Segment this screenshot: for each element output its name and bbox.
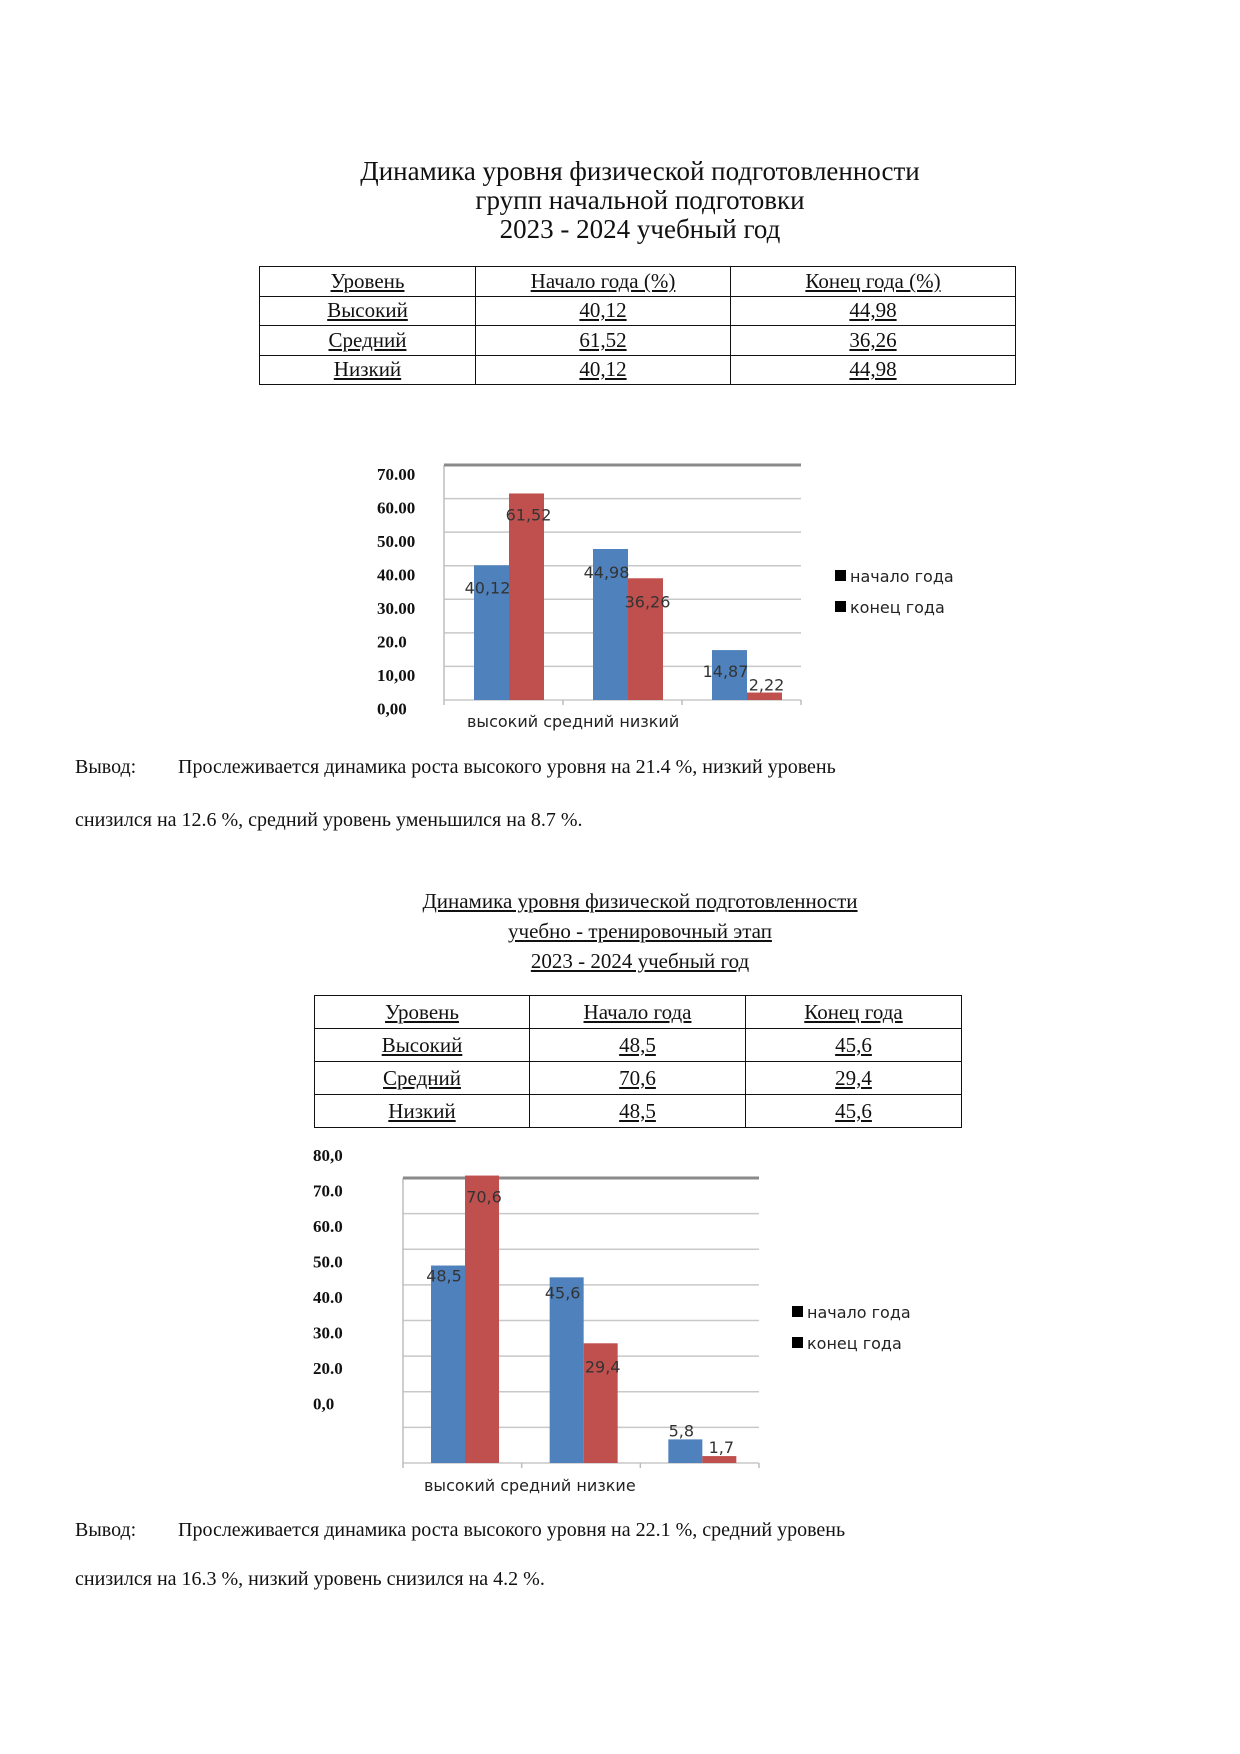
section1-conclusion-line2: снизился на 12.6 %, средний уровень уменьшился на 8.7 %.	[75, 809, 583, 831]
bar-series1-низкий	[668, 1439, 702, 1463]
x-axis-category-labels: высокий средний низкий	[467, 712, 680, 731]
y-tick-label: 20.0	[377, 632, 407, 652]
section2-title-line: учебно - тренировочный этап	[508, 919, 772, 943]
bar-series2-высокий	[465, 1176, 499, 1463]
section2-conclusion-line2: снизился на 16.3 %, низкий уровень снизился на 4.2 %.	[75, 1568, 545, 1590]
table-cell: 36,26	[731, 326, 1016, 356]
data-label: 2,22	[748, 675, 785, 695]
table-cell: Низкий	[260, 355, 476, 385]
legend-label-2: конец года	[850, 598, 945, 617]
section2-title-line: Динамика уровня физической подготовленности	[422, 889, 858, 913]
legend-label-2: конец года	[807, 1334, 902, 1353]
section1-title-line: групп начальной подготовки	[475, 185, 805, 215]
data-label: 45,6	[544, 1283, 581, 1303]
legend-swatch-2	[792, 1337, 803, 1348]
y-tick-label: 50.00	[377, 532, 416, 551]
table-row	[315, 1095, 962, 1128]
y-tick-label: 30.00	[377, 599, 416, 618]
bar-series1-высокий	[431, 1266, 465, 1463]
section1-title-line: Динамика уровня физической подготовленности	[360, 156, 920, 186]
table-header: Конец года	[746, 996, 962, 1029]
data-label: 40,12	[464, 578, 511, 598]
table-header: Конец года (%)	[731, 267, 1016, 297]
data-label: 14,87	[702, 662, 749, 682]
y-tick-label: 60.00	[377, 498, 416, 518]
section2-conclusion-line1	[75, 1519, 845, 1542]
section1-title-line: 2023 - 2024 учебный год	[499, 214, 781, 244]
y-tick-label: 40.0	[313, 1288, 343, 1307]
data-label: 5,8	[668, 1421, 695, 1441]
data-label: 48,5	[426, 1266, 462, 1286]
table-cell: Высокий	[260, 296, 476, 326]
table-header-row	[315, 996, 962, 1029]
table-cell: 70,6	[530, 1062, 746, 1095]
conclusion-label: Вывод:	[75, 756, 137, 778]
y-tick-label: 40.00	[377, 565, 416, 585]
data-label: 36,26	[624, 592, 671, 612]
table-header: Начало года (%)	[476, 267, 731, 297]
data-label: 1,7	[708, 1438, 735, 1458]
data-label: 44,98	[583, 562, 630, 582]
legend-label-1: начало года	[850, 567, 954, 586]
table-cell: 29,4	[746, 1062, 962, 1095]
section2-table	[314, 995, 962, 1128]
table-header: Уровень	[260, 267, 476, 297]
y-tick-label: 0,0	[313, 1394, 335, 1414]
section2-title	[0, 886, 1240, 976]
legend-swatch-2	[835, 601, 846, 612]
y-tick-label: 20.0	[313, 1359, 343, 1378]
bar-series1-средний	[550, 1277, 584, 1463]
section1-conclusion-line1	[75, 756, 836, 779]
table-cell: Высокий	[315, 1029, 530, 1062]
legend-label-1: начало года	[807, 1303, 911, 1322]
table-cell: 61,52	[476, 326, 731, 356]
section2-title-line: 2023 - 2024 учебный год	[530, 949, 750, 973]
data-label: 70,6	[466, 1187, 502, 1207]
y-tick-label: 60.0	[313, 1217, 343, 1236]
bar-series2-низкий	[702, 1456, 736, 1463]
y-tick-label: 80,0	[313, 1146, 343, 1165]
table-cell: 40,12	[476, 355, 731, 385]
y-tick-label: 30.0	[313, 1323, 343, 1343]
y-tick-label: 50.0	[313, 1252, 343, 1272]
table-cell: 48,5	[530, 1095, 746, 1128]
y-tick-label: 70.00	[377, 465, 416, 484]
conclusion-text: Прослеживается динамика роста высокого уровня на 21.4 %, низкий уровень	[178, 756, 836, 778]
table-cell: Низкий	[315, 1095, 530, 1128]
table-cell: 48,5	[530, 1029, 746, 1062]
table-header: Уровень	[315, 996, 530, 1029]
legend-swatch-1	[792, 1306, 803, 1317]
table-cell: Средний	[315, 1062, 530, 1095]
table-row	[315, 1029, 962, 1062]
data-label: 61,52	[505, 505, 552, 525]
table-cell: 44,98	[731, 355, 1016, 385]
data-label: 29,4	[584, 1357, 621, 1377]
table-cell: Средний	[260, 326, 476, 356]
table-cell: 45,6	[746, 1029, 962, 1062]
table-row	[315, 1062, 962, 1095]
conclusion-label: Вывод:	[75, 1519, 137, 1541]
table-header: Начало года	[530, 996, 746, 1029]
table-cell: 44,98	[731, 296, 1016, 326]
y-tick-label: 70.0	[313, 1181, 343, 1201]
table-cell: 45,6	[746, 1095, 962, 1128]
table-cell: 40,12	[476, 296, 731, 326]
x-axis-category-labels: высокий средний низкие	[424, 1476, 636, 1495]
y-tick-label: 0,00	[377, 699, 407, 719]
legend-swatch-1	[835, 570, 846, 581]
conclusion-text: Прослеживается динамика роста высокого уровня на 22.1 %, средний уровень	[178, 1519, 846, 1541]
y-tick-label: 10,00	[377, 666, 416, 685]
